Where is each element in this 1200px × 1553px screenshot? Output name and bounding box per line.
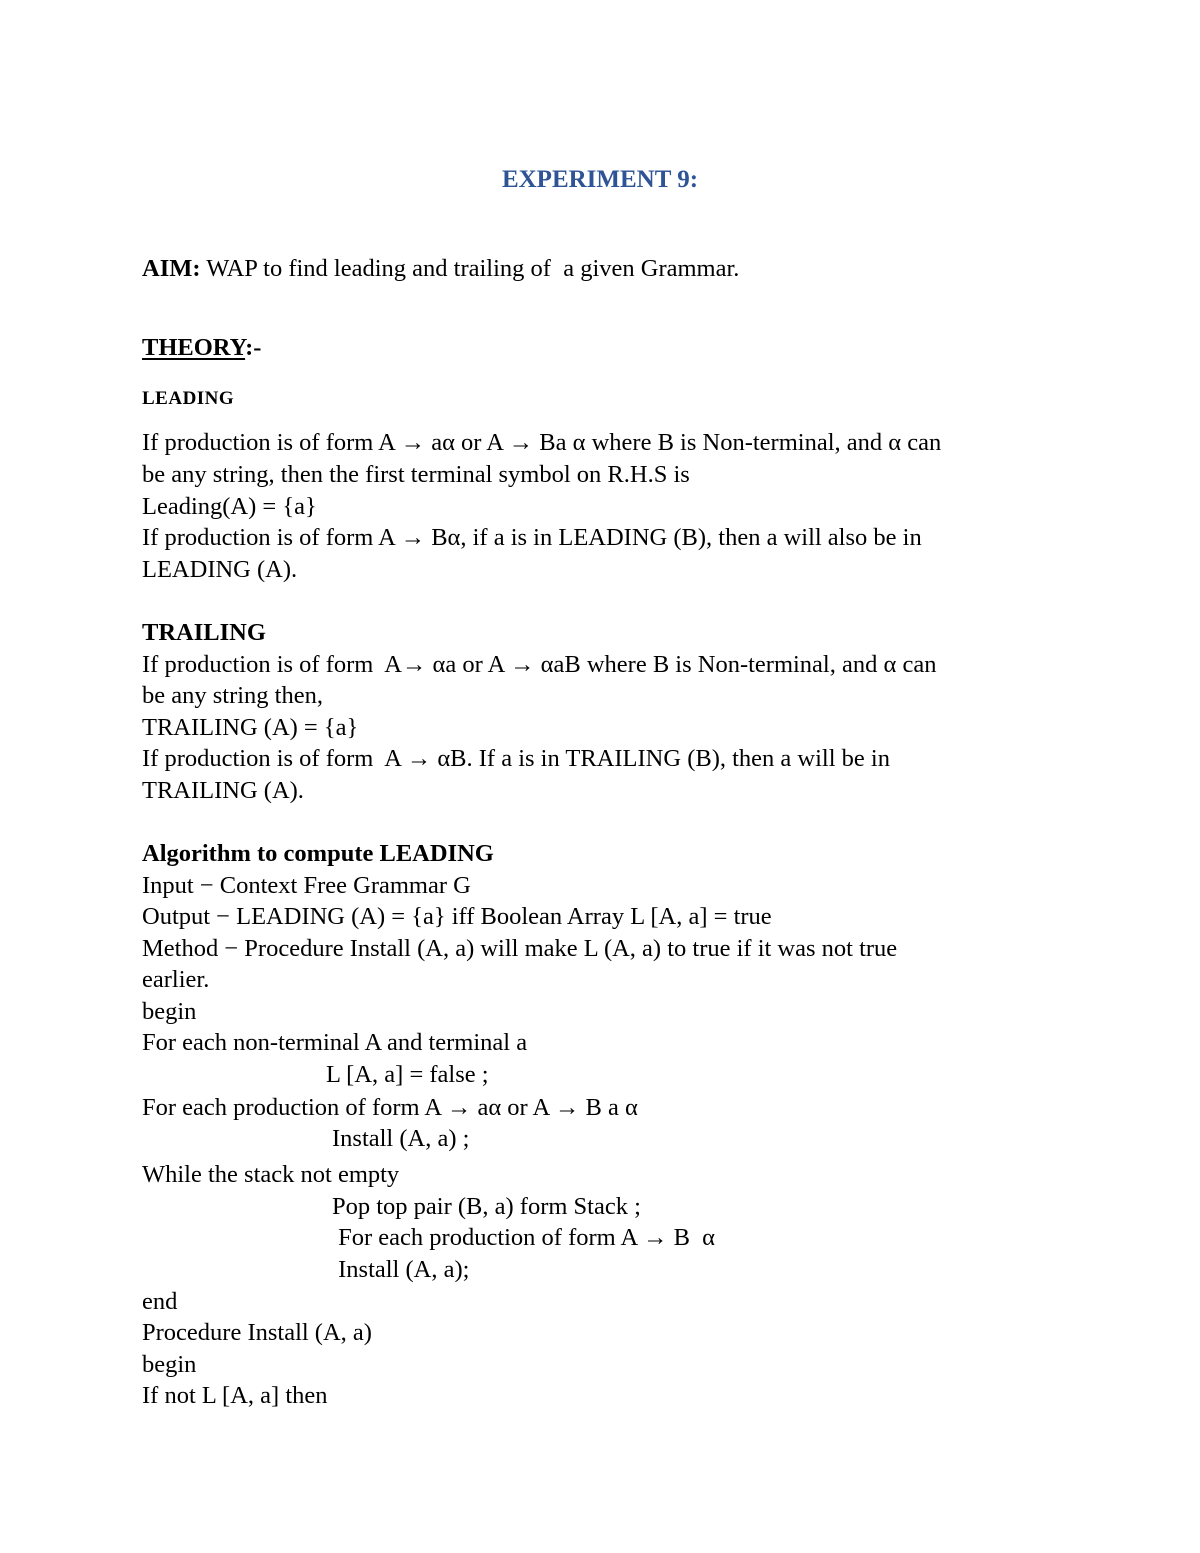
- theory-heading: THEORY: [142, 334, 246, 361]
- algorithm-line-16: begin: [142, 1351, 197, 1378]
- experiment-title: EXPERIMENT 9:: [501, 166, 699, 193]
- algorithm-line-5: begin: [142, 998, 197, 1025]
- algorithm-line-4: earlier.: [142, 966, 210, 993]
- leading-line-3: Leading(A) = {a}: [142, 493, 317, 520]
- trailing-heading: TRAILING: [142, 619, 266, 646]
- leading-line-2: be any string, then the first terminal symbol on R.H.S is: [142, 461, 690, 488]
- leading-line-5: LEADING (A).: [142, 556, 298, 583]
- algorithm-line-9: Install (A, a) ;: [332, 1125, 470, 1152]
- trailing-line-2: be any string then,: [142, 682, 323, 709]
- aim-text: WAP to find leading and trailing of a given Grammar.: [200, 255, 740, 282]
- algorithm-line-1: Input − Context Free Grammar G: [142, 872, 471, 899]
- trailing-line-1: If production is of form A→ αa or A → αaB where B is Non-terminal, and α can: [142, 651, 937, 678]
- trailing-line-5: TRAILING (A).: [142, 777, 304, 804]
- leading-heading: LEADING: [142, 388, 235, 409]
- algorithm-line-8: For each production of form A → aα or A → B a α: [142, 1094, 638, 1121]
- trailing-line-3: TRAILING (A) = {a}: [142, 714, 359, 741]
- aim-label: AIM:: [142, 255, 201, 282]
- algorithm-heading: Algorithm to compute LEADING: [142, 840, 494, 867]
- algorithm-line-17: If not L [A, a] then: [142, 1382, 328, 1409]
- leading-line-1: If production is of form A → aα or A → Ba α where B is Non-terminal, and α can: [142, 429, 942, 456]
- algorithm-line-2: Output − LEADING (A) = {a} iff Boolean Array L [A, a] = true: [142, 903, 772, 930]
- theory-heading-line: [142, 333, 261, 363]
- algorithm-line-14: end: [142, 1288, 178, 1315]
- algorithm-line-3: Method − Procedure Install (A, a) will make L (A, a) to true if it was not true: [142, 935, 898, 962]
- trailing-line-4: If production is of form A → αB. If a is in TRAILING (B), then a will be in: [142, 745, 890, 772]
- algorithm-line-13: Install (A, a);: [332, 1256, 470, 1283]
- algorithm-line-7: L [A, a] = false ;: [326, 1061, 489, 1088]
- algorithm-line-12: For each production of form A → B α: [332, 1224, 716, 1251]
- theory-suffix: :-: [245, 334, 262, 361]
- algorithm-line-10: While the stack not empty: [142, 1161, 400, 1188]
- aim-line: [142, 254, 739, 284]
- algorithm-line-6: For each non-terminal A and terminal a: [142, 1029, 528, 1056]
- algorithm-line-11: Pop top pair (B, a) form Stack ;: [332, 1193, 641, 1220]
- algorithm-line-15: Procedure Install (A, a): [142, 1319, 372, 1346]
- leading-line-4: If production is of form A → Bα, if a is in LEADING (B), then a will also be in: [142, 524, 922, 551]
